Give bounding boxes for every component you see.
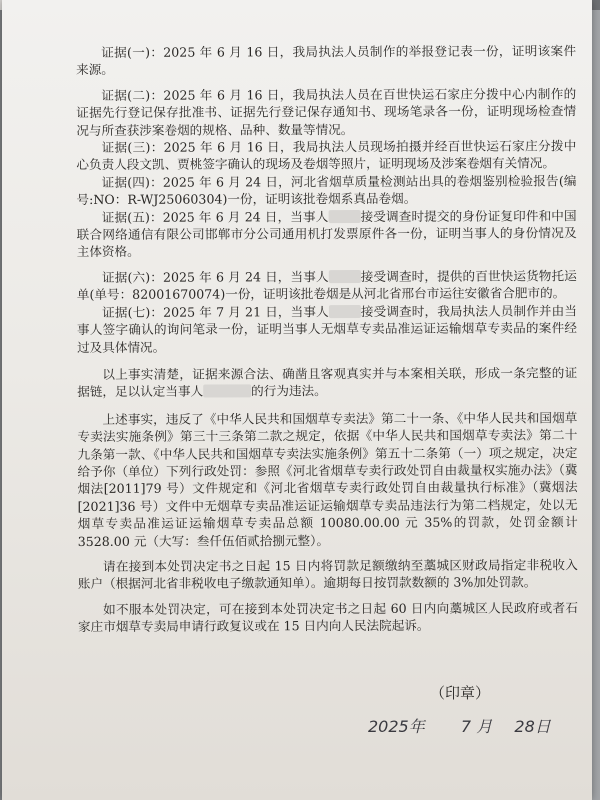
evidence-6-rest: 接受调查时，提供的百世快运货物托运单(单号：82001670074)一份，证明该批卷烟是从河北省邢台市运往安徽省合肥市的。 — [76, 268, 577, 303]
evidence-3: 证据(三)：2025 年 6 月 16 日，我局执法人员现场拍摄并经百世快运石家庄分拨中心负责人段文凯、贾桃签字确认的现场及卷烟等照片，证明现场及涉案卷烟有关情况。 — [76, 138, 577, 173]
evidence-1: 证据(一)：2025 年 6 月 16 日，我局执法人员制作的举报登记表一份，证明该案件来源。 — [76, 43, 577, 78]
evidence-7-rest: 接受调查时，我局执法人员制作并由当事人签字确认的询问笔录一份，证明当事人无烟草专卖品准运证运输烟草专卖品的案件经过及具体情况。 — [76, 302, 578, 355]
evidence-6-lead: 证据(六)：2025 年 6 月 24 日，当事人 — [101, 268, 329, 285]
signature-date — [368, 714, 551, 737]
evidence-7-lead: 证据(七)：2025 年 7 月 21 日，当事人 — [102, 303, 329, 320]
date-day: 28日 — [514, 717, 551, 736]
evidence-5-lead: 证据(五)：2025 年 6 月 24 日，当事人 — [101, 208, 329, 225]
redaction-mark — [203, 385, 251, 398]
conclusion-lead: 以上事实清楚，证据来源合法、确凿且客观真实并与本案相关联，形成一条完整的证据链，足以认定当事人 — [77, 365, 578, 400]
decision-paragraph: 上述事实，违反了《中华人民共和国烟草专卖法》第二十一条、《中华人民共和国烟草专卖法实施条例》第三十三条第二款之规定，依据《中华人民共和国烟草专卖法》第二十九条第一款、《中华人民共和国烟草专卖法实施条例》第五十二条第（一）项之规定，决定给予你（单位）下列行政处罚：参照《河北省烟草专卖行政处罚自由裁量权实施办法》（冀烟法[2011]79 号）文件规定和《河北省烟草专卖行政处罚自由裁量执行标准》（冀烟法[2021]36 号）文件中无烟草专卖品准运证运输烟草专卖品违法行为第二档规定，处以无烟草专卖品准运证运输烟草专卖品总额 10080.00.00 元 35%的罚款，处罚金额计 3528.00 元（大写：叁仟伍佰贰拾捌元整）。 — [77, 409, 578, 549]
conclusion-paragraph — [77, 364, 577, 401]
redaction-mark — [329, 305, 361, 318]
redaction-mark — [328, 210, 360, 223]
evidence-2: 证据(二)：2025 年 6 月 16 日，我局执法人员在百世快运石家庄分拨中心内制作的证据先行登记保存批准书、证据先行登记保存通知书、现场笔录各一份，证明现场检查情况与所查获涉案卷烟的规格、品种、数量等情况。 — [76, 86, 577, 138]
seal-label: （印章） — [430, 684, 491, 702]
conclusion-rest: 的行为违法。 — [251, 383, 327, 399]
document-body — [76, 42, 578, 635]
evidence-4: 证据(四)：2025 年 6 月 24 日，河北省烟草质量检测站出具的卷烟鉴别检验报告(编号:NO：R-WJ25060304)一份，证明该批卷烟系真品卷烟。 — [76, 173, 577, 208]
date-year: 2025年 — [368, 717, 425, 736]
redaction-mark — [329, 270, 361, 283]
appeal-paragraph: 如不服本处罚决定，可在接到本处罚决定书之日起 60 日内向藁城区人民政府或者石家庄市烟草专卖局申请行政复议或在 15 日内向人民法院起诉。 — [78, 600, 578, 635]
evidence-5-rest: 接受调查时提交的身份证复印件和中国联合网络通信有限公司邯郸市分公司通用机打发票原件各一份，证明当事人的身份情况及主体资格。 — [76, 207, 577, 260]
date-month: 7 月 — [460, 717, 493, 736]
payment-paragraph: 请在接到本处罚决定书之日起 15 日内将罚款足额缴纳至藁城区财政局指定非税收入账户（根据河北省非税收电子缴款通知单）。逾期每日按罚款数额的 3%加处罚款。 — [77, 557, 578, 592]
evidence-6 — [77, 267, 577, 304]
evidence-5 — [77, 207, 577, 261]
evidence-7 — [77, 302, 577, 356]
